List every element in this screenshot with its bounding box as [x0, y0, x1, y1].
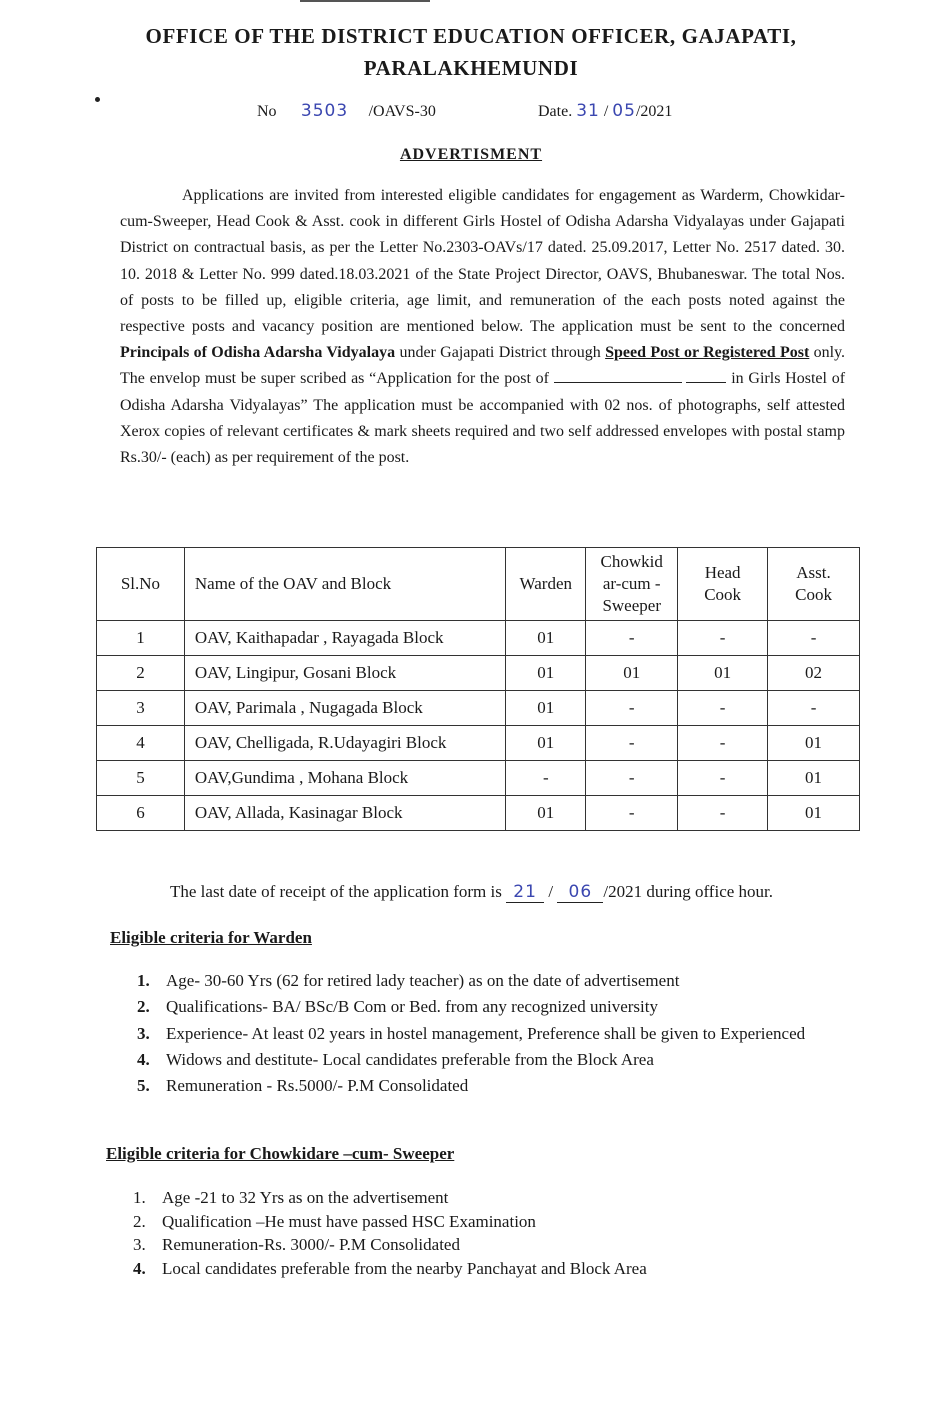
chowkidar-criteria-heading: Eligible criteria for Chowkidare –cum- Sweeper: [106, 1144, 455, 1163]
list-item: 3. Remuneration-Rs. 3000/- P.M Consolidated: [133, 1235, 460, 1254]
table-row: 2 OAV, Lingipur, Gosani Block 01 01 01 02: [97, 656, 860, 691]
table-header-row: [97, 548, 860, 621]
header-asst-cook: Asst. Cook: [768, 548, 860, 621]
reference-number: No 3503 /OAVS-30: [257, 101, 436, 121]
advertisement-title: ADVERTISMENT: [399, 146, 543, 163]
header-warden: Warden: [506, 548, 586, 621]
list-item: 2. Qualification –He must have passed HSC Examination: [133, 1211, 536, 1231]
handwritten-last-day: 21: [506, 882, 544, 903]
handwritten-month: 05: [612, 101, 636, 121]
list-item: 4. Local candidates preferable from the nearby Panchayat and Block Area: [133, 1258, 647, 1278]
advertisement-body: Applications are invited from interested eligible candidates for engagement as Warderm, Chowkidar-cum-Sweeper, Head Cook & Asst. cook in different Girls Hostel of Odisha Adarsha Vidyalayas under Gajapati District on contractual basis, as per the Letter No.2303-OAVs/17 dated. 25.09.2017, Letter No. 2517 dated. 30. 10. 2018 & Letter No. 999 dated.18.03.2021 of the State Project Director, OAVS, Bhubaneswar. The total Nos. of posts to be filled up, eligible criteria, age limit, and remuneration of the each posts noted against the respective posts and vacancy position are mentioned below. The application must be sent to the concerned Principals of Odisha Adarsha Vidyalaya under Gajapati District through Speed Post or Registered Post only. The envelop must be super scribed as “Application for the post of in Girls Hostel of Odisha Adarsha Vidyalayas” The application must be accompanied with 02 nos. of photographs, self attested Xerox copies of relevant certificates & mark sheets required and two self addressed envelopes with postal stamp Rs.30/- (each) as per requirement of the post.: [120, 187, 846, 467]
table-row: 3 OAV, Parimala , Nugagada Block 01 - - -: [97, 691, 860, 726]
handwritten-ref-number: 3503: [300, 101, 349, 121]
table-row: 5 OAV,Gundima , Mohana Block - - - 01: [97, 761, 860, 796]
office-heading-line2: PARALAKHEMUNDI: [363, 56, 579, 80]
handwritten-last-month: 06: [557, 882, 603, 903]
reference-date: Date. 31 / 05/2021: [538, 101, 673, 121]
last-date-line: The last date of receipt of the application form is 21 / 06 /2021 during office hour.: [170, 882, 774, 902]
principals-bold: Principals of Odisha Adarsha Vidyalaya: [120, 344, 396, 362]
office-heading-line1: OFFICE OF THE DISTRICT EDUCATION OFFICER, GAJAPATI,: [145, 24, 797, 48]
ink-dot: [95, 97, 100, 102]
speed-post-underlined: Speed Post or Registered Post: [605, 344, 810, 362]
list-item: 3. Experience- At least 02 years in hostel management, Preference shall be given to Experienced: [137, 1023, 806, 1043]
list-item: 2. Qualifications- BA/ BSc/B Com or Bed. from any recognized university: [137, 997, 658, 1017]
header-slno: Sl.No: [97, 548, 185, 621]
top-rule: [300, 0, 430, 2]
table-row: 1 OAV, Kaithapadar , Rayagada Block 01 - - -: [97, 621, 860, 656]
warden-criteria-heading: Eligible criteria for Warden: [110, 928, 312, 947]
header-chowkidar: Chowkid ar-cum - Sweeper: [586, 548, 678, 621]
table-row: 6 OAV, Allada, Kasinagar Block 01 - - 01: [97, 796, 860, 831]
warden-criteria-list: [137, 968, 847, 1099]
chowkidar-criteria-list: [133, 1186, 843, 1280]
handwritten-day: 31: [576, 101, 600, 121]
list-item: 5. Remuneration - Rs.5000/- P.M Consolidated: [137, 1076, 469, 1096]
list-item: 4. Widows and destitute- Local candidates preferable from the Block Area: [137, 1049, 654, 1069]
list-item: 1. Age- 30-60 Yrs (62 for retired lady teacher) as on the date of advertisement: [137, 971, 680, 990]
blank-line: [686, 368, 726, 383]
header-head-cook: Head Cook: [678, 548, 768, 621]
blank-line: [554, 368, 682, 383]
list-item: 1. Age -21 to 32 Yrs as on the advertisement: [133, 1188, 449, 1207]
vacancy-table: [96, 547, 860, 831]
header-oav-name: Name of the OAV and Block: [184, 548, 505, 621]
table-row: 4 OAV, Chelligada, R.Udayagiri Block 01 - - 01: [97, 726, 860, 761]
